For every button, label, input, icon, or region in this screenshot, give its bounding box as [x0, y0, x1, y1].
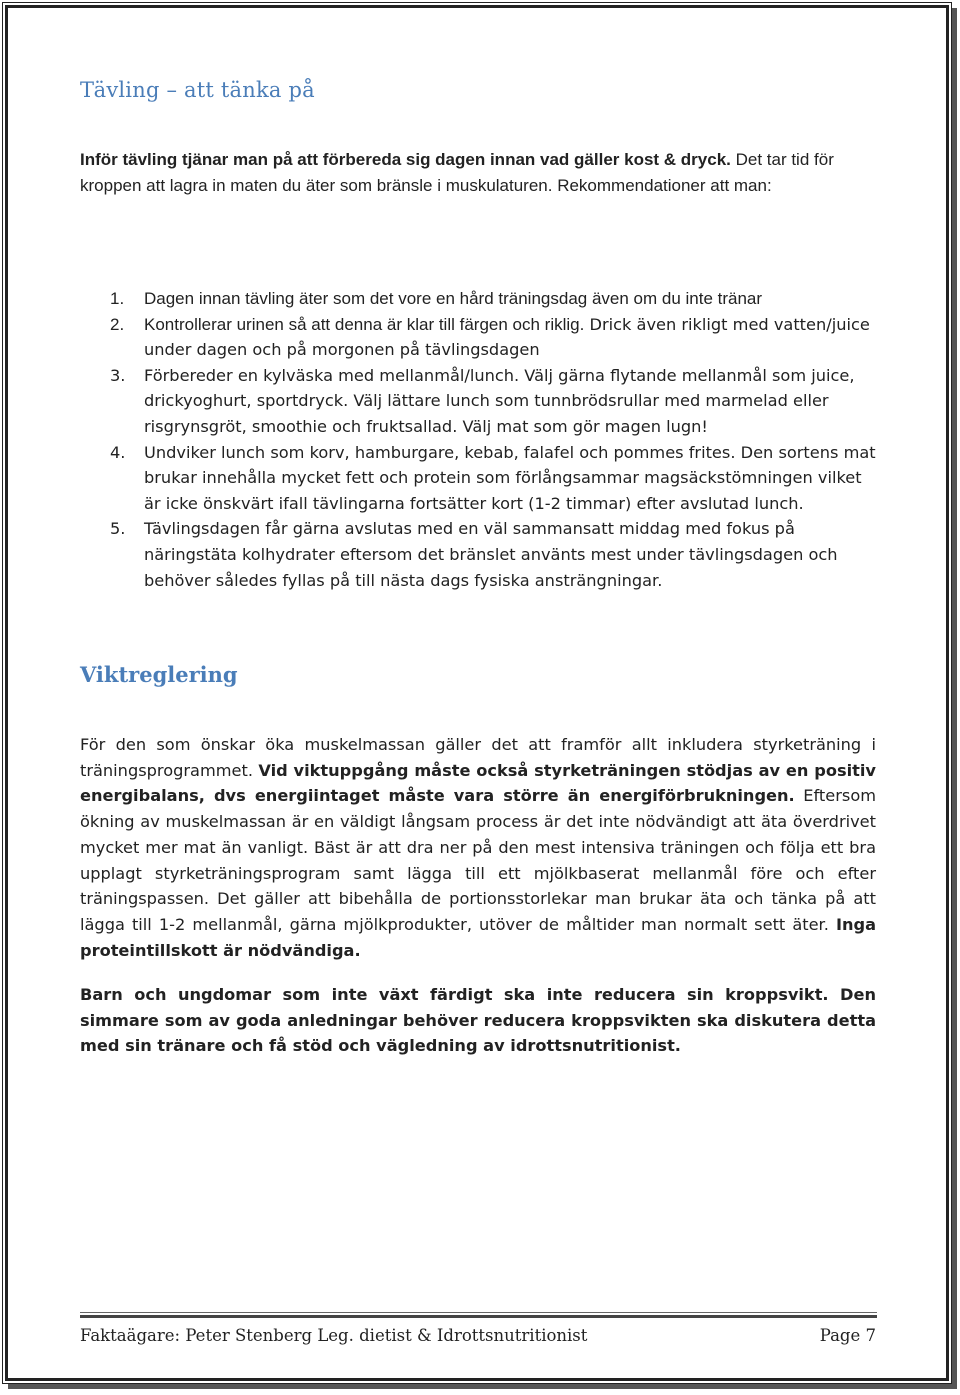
list-item-text: Förbereder en kylväska med mellanmål/lunch. Välj gärna flytande mellanmål som juice, drickyoghurt, sportdryck. Välj lättare lunch som tunnbrödsrullar med marmelad eller risgrynsgröt, smoothie och fruktsallad. Välj mat som gör magen lugn!: [144, 365, 855, 436]
list-item: [80, 312, 880, 363]
list-item: [80, 363, 880, 440]
list-item-number: 4.: [110, 442, 126, 462]
list-item-text-continued: Drick även rikligt med vatten/juice under dagen och på morgonen på tävlingsdagen: [144, 314, 870, 360]
intro-text: Det tar tid för kroppen att lagra in maten du äter som bränsle i muskulaturen. Rekommendationer att man:: [80, 150, 834, 195]
intro-bold-text: Inför tävling tjänar man på att förbereda sig dagen innan vad gäller kost & dryck.: [80, 150, 731, 169]
footer-page-number: Page 7: [819, 1326, 876, 1345]
list-item-text: Undviker lunch som korv, hamburgare, kebab, falafel och pommes frites. Den sortens mat brukar innehålla mycket fett och protein som förlångsammar magsäckstömningen vilket är icke önskvärt ifall tävlingarna fortsätter kort (1-2 timmar) efter avslutad lunch.: [144, 442, 876, 513]
paragraph-text: Eftersom ökning av muskelmassan är en väldigt långsam process är det inte nödvändigt att äta överdrivet mycket mer mat än vanligt. Bäst är att dra ner på den mest intensiva träningen och följa ett bra upplagt styrketräningsprogram samt lägga till ett mjölkbaserat mellanmål före och efter träningspassen. Det gäller att bibehålla de portionsstorlekar man brukar äta och tänka på att lägga till 1-2 mellanmål, gärna mjölkprodukter, utöver de måltider man normalt sett äter.: [80, 786, 876, 934]
page-shadow-bottom: [8, 1384, 957, 1389]
body-paragraph-youth: [80, 982, 876, 1059]
paragraph-bold-text: Inga proteintillskott är nödvändiga.: [80, 914, 876, 960]
list-item-text: Dagen innan tävling äter som det vore en hård träningsdag även om du inte tränar: [144, 289, 763, 308]
list-item-number: 5.: [110, 519, 126, 539]
list-item: [80, 286, 880, 312]
footer-divider-thick: [80, 1315, 877, 1318]
footer-author: Faktaägare: Peter Stenberg Leg. dietist & Idrottsnutritionist: [80, 1326, 588, 1345]
section-heading-tavling: Tävling – att tänka på: [80, 78, 315, 102]
list-item-number: 3.: [110, 365, 126, 385]
paragraph-text: För den som önskar öka muskelmassan gäller det att framför allt inkludera styrketräning i träningsprogrammet.: [80, 735, 876, 780]
footer-divider-thin: [80, 1312, 877, 1313]
list-item-text: Tävlingsdagen får gärna avslutas med en väl sammansatt middag med fokus på näringstäta kolhydrater eftersom det bränslet använts mest under tävlingsdagen och behöver således fyllas på till nästa dags fysiska ansträngningar.: [144, 519, 838, 590]
page-border-inner: [5, 5, 949, 1381]
list-item: [80, 516, 880, 593]
recommendation-list: [80, 286, 880, 593]
list-item-text: Kontrollerar urinen så att denna är klar till färgen och riklig.: [144, 314, 585, 334]
paragraph-bold-text: Vid viktuppgång måste också styrketräningen stödjas av en positiv energibalans, dvs energiintaget måste vara större än energiförbrukningen.: [80, 760, 876, 806]
list-item-number: 2.: [110, 314, 125, 334]
page-shadow-right: [952, 8, 957, 1389]
list-item-number: 1.: [110, 289, 125, 308]
paragraph-bold-text: Barn och ungdomar som inte växt färdigt ska inte reducera sin kroppsvikt. Den simmare som av goda anledningar behöver reducera kroppsvikten ska diskutera detta med sin tränare och få stöd och vägledning av idrottsnutritionist.: [80, 985, 876, 1056]
body-paragraph-muscle: [80, 732, 876, 963]
list-item: [80, 440, 880, 517]
section-heading-viktreglering: Viktreglering: [80, 662, 238, 687]
intro-paragraph: [80, 147, 880, 199]
